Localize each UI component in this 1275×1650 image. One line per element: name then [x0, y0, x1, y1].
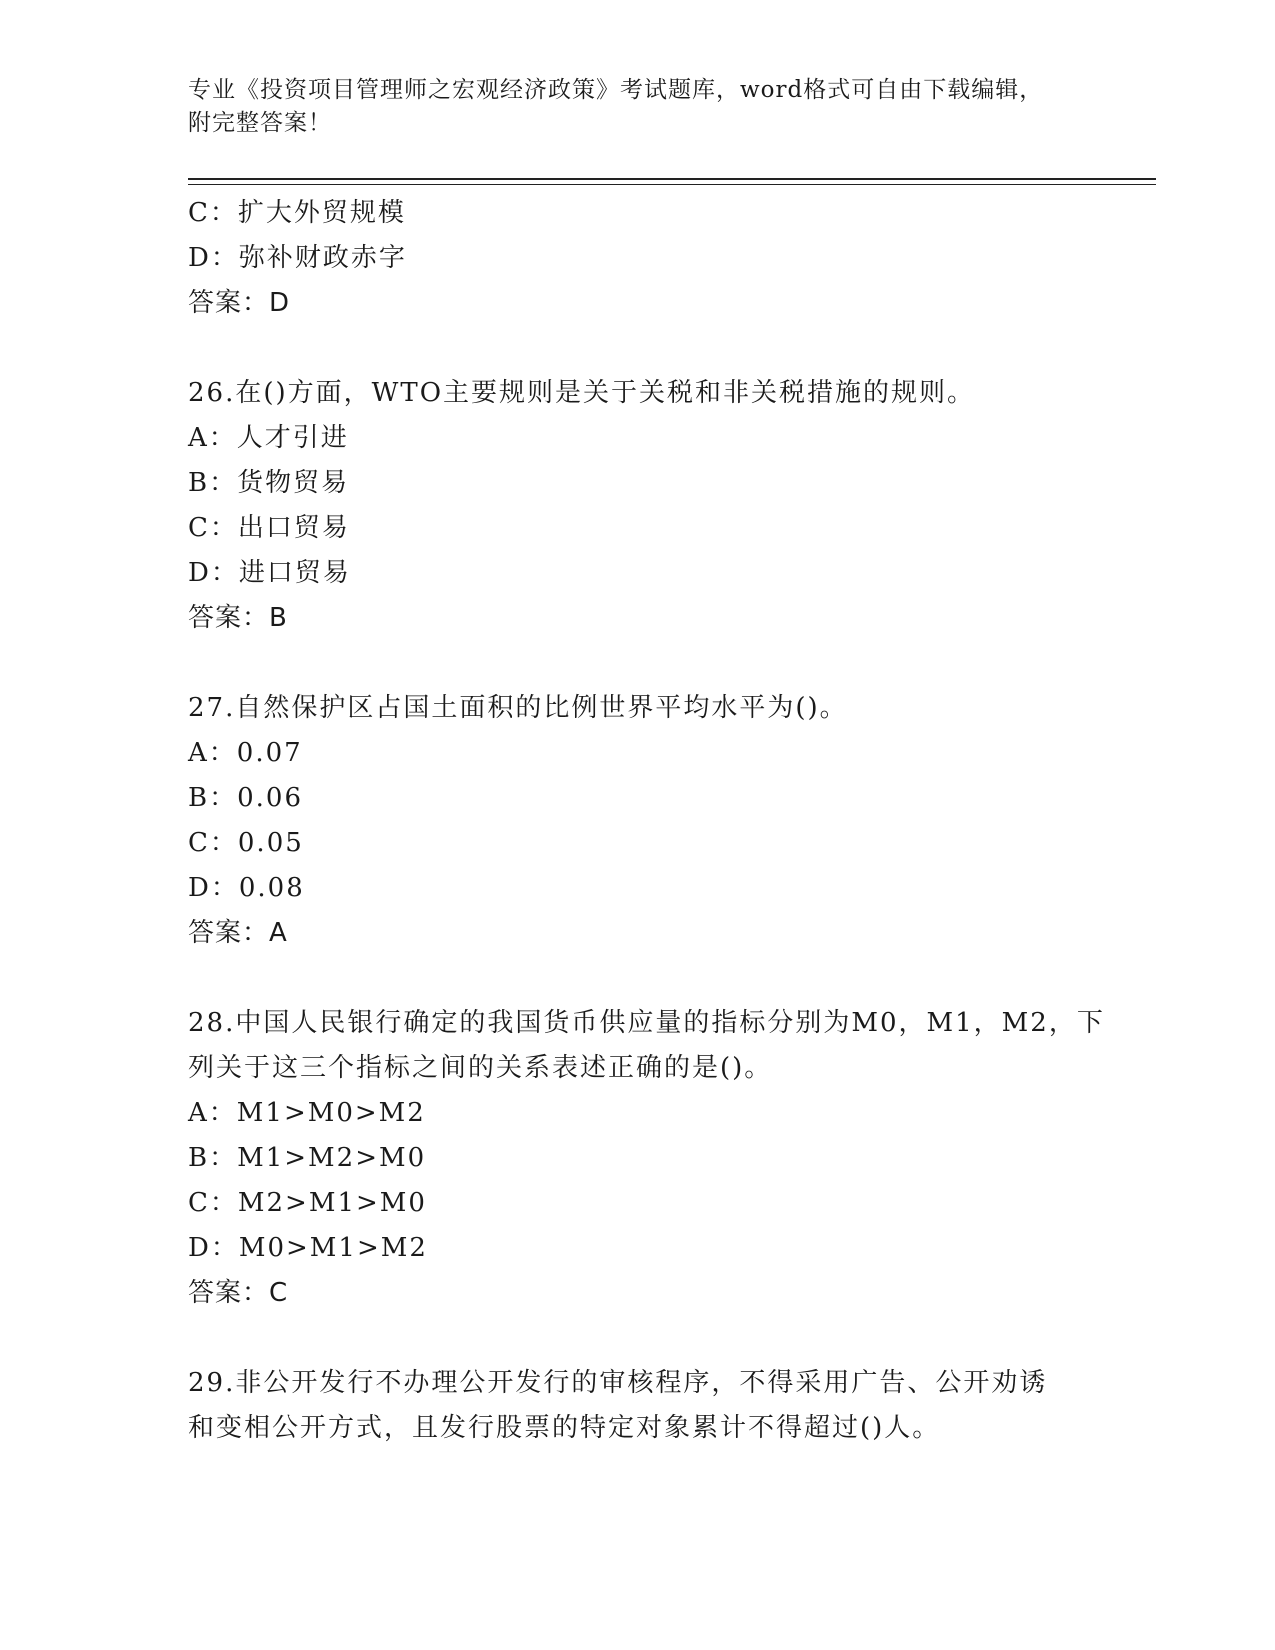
q26-option-a: A：人才引进: [188, 423, 349, 453]
q26-question: 26.在()方面，WTO主要规则是关于关税和非关税措施的规则。: [188, 378, 976, 408]
q28-option-a: A：M1>M0>M2: [188, 1098, 426, 1128]
q27-option-b: B：0.06: [188, 783, 303, 813]
q28-answer: 答案：C: [188, 1278, 289, 1308]
q29-question-line-1: 29.非公开发行不办理公开发行的审核程序，不得采用广告、公开劝诱: [188, 1368, 1048, 1398]
q26-answer: 答案：B: [188, 603, 288, 633]
q27-option-d: D：0.08: [188, 873, 305, 903]
q25-option-d: D：弥补财政赤字: [188, 243, 407, 273]
q28-option-d: D：M0>M1>M2: [188, 1233, 428, 1263]
q28-option-c: C：M2>M1>M0: [188, 1188, 427, 1218]
q27-option-a: A：0.07: [188, 738, 303, 768]
document-header: [188, 74, 1088, 140]
header-rule-thin: [188, 184, 1156, 185]
q27-option-c: C：0.05: [188, 828, 304, 858]
header-title-line-1: 专业《投资项目管理师之宏观经济政策》考试题库，word格式可自由下载编辑，: [188, 77, 1044, 103]
q28-option-b: B：M1>M2>M0: [188, 1143, 427, 1173]
q27-answer: 答案：A: [188, 918, 288, 948]
q26-option-b: B：货物贸易: [188, 468, 350, 498]
q25-answer: 答案：D: [188, 288, 291, 318]
q28-question-line-1: 28.中国人民银行确定的我国货币供应量的指标分别为M0，M1，M2，下: [188, 1008, 1105, 1038]
q27-question: 27.自然保护区占国土面积的比例世界平均水平为()。: [188, 693, 848, 723]
header-title-line-2: 附完整答案！: [188, 110, 332, 136]
q26-option-c: C：出口贸易: [188, 513, 350, 543]
q26-option-d: D：进口贸易: [188, 558, 351, 588]
q29-question-line-2: 和变相公开方式，且发行股票的特定对象累计不得超过()人。: [188, 1413, 941, 1443]
header-rule-thick: [188, 178, 1156, 180]
q28-question-line-2: 列关于这三个指标之间的关系表述正确的是()。: [188, 1053, 773, 1083]
q25-option-c: C：扩大外贸规模: [188, 198, 406, 228]
